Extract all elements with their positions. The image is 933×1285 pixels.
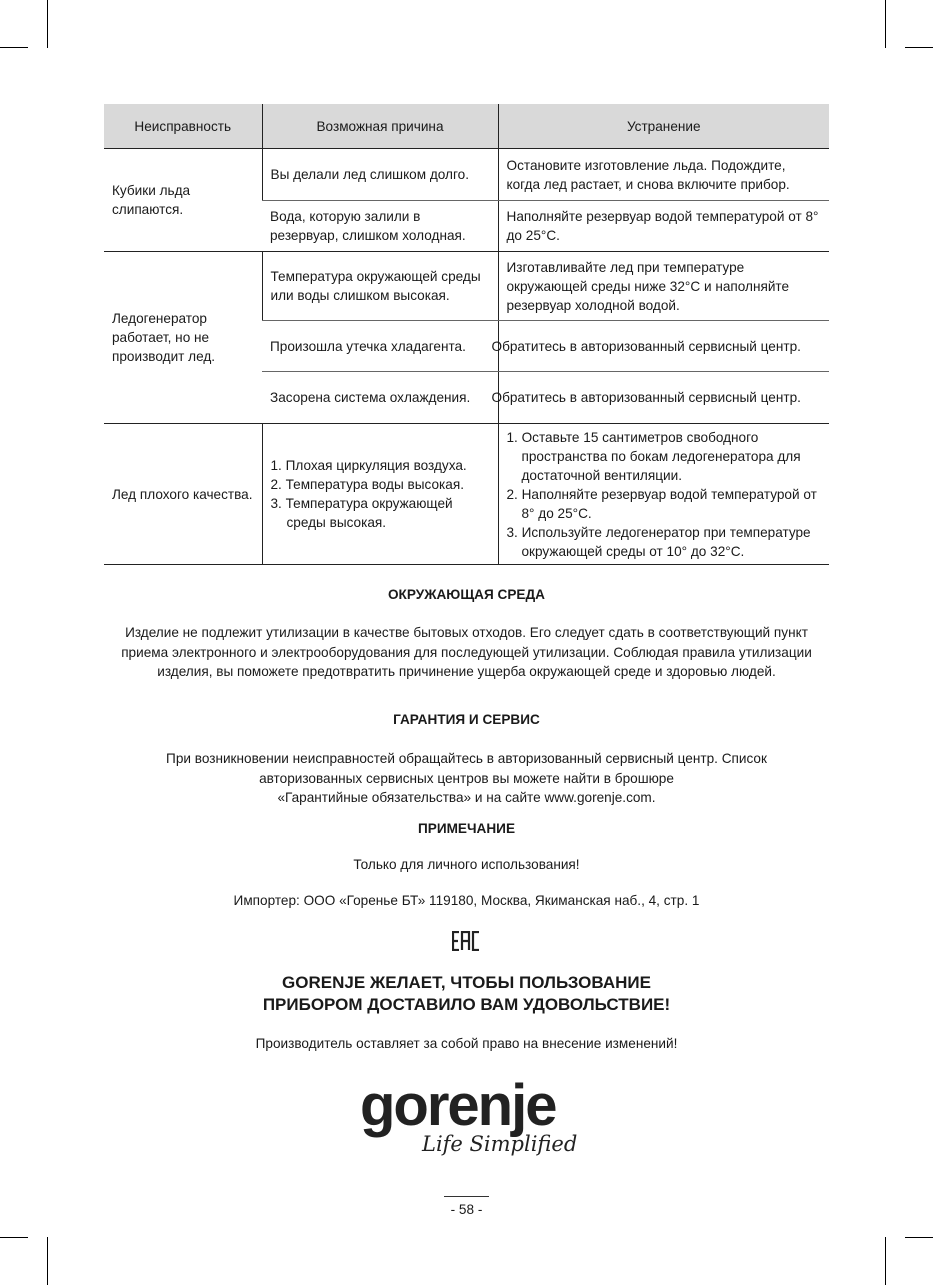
page-number: - 58 - xyxy=(450,1202,483,1217)
warranty-heading: ГАРАНТИЯ И СЕРВИС xyxy=(393,712,540,727)
page-number-rule xyxy=(444,1196,489,1197)
fix-cell: Изготавливайте лед при температуре окружающей среды ниже 32°C и наполняйте резервуар холодной водой. xyxy=(498,252,829,321)
crop-mark xyxy=(47,0,48,48)
fix-item: 3. Используйте ледогенератор при температуре окружающей среды от 10° до 32°C. xyxy=(506,524,811,559)
warranty-line: При возникновении неисправностей обращайтесь в авторизованный сервисный центр. Список xyxy=(166,751,767,766)
crop-mark xyxy=(885,0,886,48)
fix-cell: Обратитесь в авторизованный сервисный центр. xyxy=(498,372,829,424)
fix-item: 1. Оставьте 15 сантиметров свободного пространства по бокам ледогенератора для достаточной вентиляции. xyxy=(506,429,801,483)
fix-item: 2. Наполняйте резервуар водой температурой от 8° до 25°C. xyxy=(506,486,817,521)
crop-mark xyxy=(47,1237,48,1285)
table-row xyxy=(104,149,829,201)
environment-heading: ОКРУЖАЮЩАЯ СРЕДА xyxy=(387,587,545,602)
wish-line: ПРИБОРОМ ДОСТАВИЛО ВАМ УДОВОЛЬСТВИЕ! xyxy=(262,995,671,1014)
warranty-line: «Гарантийные обязательства» и на сайте www.gorenje.com. xyxy=(277,790,656,805)
cause-cell: Произошла утечка хладагента. xyxy=(262,321,498,372)
column-header: Устранение xyxy=(498,104,829,149)
fix-cell: Наполняйте резервуар водой температурой от 8° до 25°C. xyxy=(498,201,829,252)
note-heading: ПРИМЕЧАНИЕ xyxy=(417,821,516,836)
problem-cell: Лед плохого качества. xyxy=(104,424,262,565)
cause-item: 3. Температура окружающей среды высокая. xyxy=(270,496,453,530)
cause-cell: Температура окружающей среды или воды слишком высокая. xyxy=(262,252,498,321)
closing-wish xyxy=(0,972,933,1016)
warranty-line: авторизованных сервисных центров вы можете найти в брошюре xyxy=(259,770,674,786)
table-row xyxy=(104,424,829,565)
wish-line: GORENJE ЖЕЛАЕТ, ЧТОБЫ ПОЛЬЗОВАНИЕ xyxy=(282,973,651,992)
warranty-text xyxy=(0,749,933,808)
cause-item: 2. Температура воды высокая. xyxy=(270,477,464,492)
cause-cell: Вы делали лед слишком долго. xyxy=(262,149,498,201)
crop-mark xyxy=(0,47,28,48)
fix-cell: Остановите изготовление льда. Подождите, когда лед растает, и снова включите прибор. xyxy=(498,149,829,201)
disclaimer-text: Производитель оставляет за собой право на внесение изменений! xyxy=(255,1036,678,1051)
crop-mark xyxy=(905,47,933,48)
cause-cell: Вода, которую залили в резервуар, слишком холодная. xyxy=(262,201,498,252)
column-header: Возможная причина xyxy=(262,104,498,149)
table-row xyxy=(104,252,829,321)
environment-text: Изделие не подлежит утилизации в качестве бытовых отходов. Его следует сдать в соответствующий пункт приема электронного и электрооборудования для последующей утилизации. Соблюдая правила утилизации изделия, вы поможете предотвратить причинение ущерба окружающей среде и здоровью людей. xyxy=(121,625,812,679)
cause-item: 1. Плохая циркуляция воздуха. xyxy=(270,458,467,473)
eac-icon xyxy=(452,931,480,951)
fix-cell xyxy=(498,424,829,565)
logo-tagline: Life Simplified xyxy=(422,1132,578,1156)
table-header-row xyxy=(104,104,829,149)
problem-cell: Ледогенератор работает, но не производит лед. xyxy=(104,252,262,424)
note-personal: Только для личного использования! xyxy=(353,857,580,872)
logo-wordmark: gorenje xyxy=(360,1073,556,1138)
problem-cell: Кубики льда слипаются. xyxy=(104,149,262,252)
crop-mark xyxy=(885,1237,886,1285)
gorenje-logo xyxy=(360,1073,580,1170)
fix-cell: Обратитесь в авторизованный сервисный центр. xyxy=(498,321,829,372)
troubleshooting-table xyxy=(104,104,829,565)
cause-cell: Засорена система охлаждения. xyxy=(262,372,498,424)
column-header: Неисправность xyxy=(104,104,262,149)
cause-cell xyxy=(262,424,498,565)
importer-text: Импортер: ООО «Горенье БТ» 119180, Москва, Якиманская наб., 4, стр. 1 xyxy=(233,893,700,908)
crop-mark xyxy=(0,1237,28,1238)
crop-mark xyxy=(905,1237,933,1238)
